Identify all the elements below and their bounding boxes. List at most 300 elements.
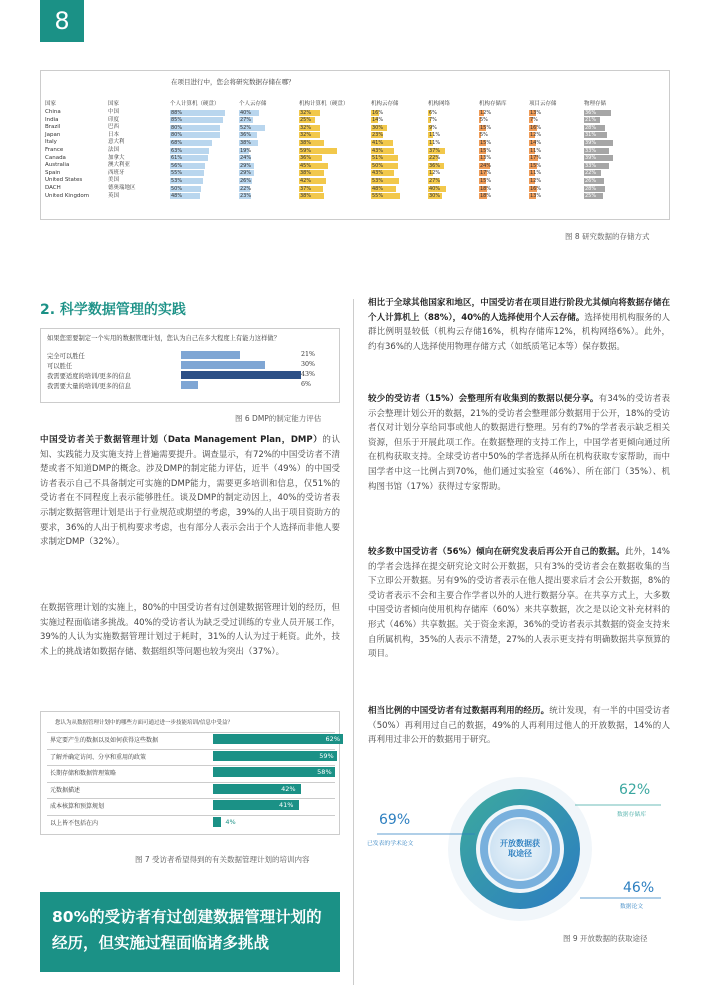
figure-8-cell — [479, 170, 524, 176]
figure-8-value: 5% — [480, 132, 488, 139]
figure-8-value: 32% — [300, 109, 312, 116]
figure-6-bar — [181, 361, 265, 369]
figure-8-header: 个人计算机（硬盘） — [170, 101, 220, 107]
figure-7-value: 59% — [319, 751, 334, 760]
figure-9-value-repository: 62% — [619, 782, 651, 798]
figure-8-header: 个人云存储 — [239, 101, 267, 107]
figure-8-value: 53% — [171, 177, 183, 184]
figure-8-cell — [584, 163, 659, 169]
figure-9-value-datapaper: 46% — [623, 880, 655, 896]
figure-8-cell — [239, 125, 289, 131]
figure-8-cell — [529, 170, 579, 176]
figure-6-label: 完全可以胜任 — [47, 353, 85, 360]
figure-8-value: 51% — [372, 155, 384, 162]
figure-8-cell — [428, 186, 473, 192]
figure-8-value: 38% — [300, 170, 312, 177]
figure-8-cell — [529, 140, 579, 146]
figure-8-value: 11% — [429, 132, 441, 139]
figure-6-value: 30% — [301, 361, 315, 368]
figure-8-cell — [371, 178, 424, 184]
figure-8-cell — [371, 110, 424, 116]
figure-8-value: 55% — [171, 170, 183, 177]
figure-8-value: 48% — [171, 193, 183, 200]
figure-8-cell — [170, 155, 232, 161]
figure-8-value: 25% — [300, 117, 312, 124]
figure-6-row — [47, 371, 337, 379]
figure-6-caption: 图 6 DMP的制定能力评估 — [235, 414, 322, 423]
figure-8-value: 23% — [240, 193, 252, 200]
figure-8-value: 7% — [429, 117, 437, 124]
country-zh: 法国 — [108, 147, 120, 153]
figure-8-header: 物理存储 — [584, 101, 607, 107]
figure-8-row — [41, 117, 671, 124]
figure-8-cell — [170, 125, 232, 131]
figure-8-value: 31% — [585, 132, 597, 139]
paragraph-reuse-lead: 相当比例的中国受访者有过数据再利用的经历。 — [368, 706, 550, 716]
figure-6-label: 可以胜任 — [47, 363, 73, 370]
figure-8-cell — [428, 163, 473, 169]
figure-8-cell — [299, 170, 364, 176]
paragraph-reuse — [368, 704, 670, 748]
figure-8-value: 40% — [429, 185, 441, 192]
figure-8-cell — [584, 193, 659, 199]
figure-8-header: 机构存储库 — [479, 101, 507, 107]
country-en: Australia — [45, 162, 70, 169]
figure-8-cell — [428, 132, 473, 138]
figure-8-cell — [371, 140, 424, 146]
country-en: Spain — [45, 169, 61, 176]
figure-8-value: 68% — [171, 139, 183, 146]
figure-7-row — [47, 749, 335, 761]
figure-8-cell — [428, 193, 473, 199]
figure-8-value: 29% — [240, 162, 252, 169]
figure-8-caption: 图 8 研究数据的存储方式 — [565, 232, 650, 241]
figure-8-value: 39% — [585, 155, 597, 162]
figure-8-cell — [299, 178, 364, 184]
country-zh: 印度 — [108, 116, 120, 123]
figure-8-value: 24% — [240, 155, 252, 162]
figure-8-cell — [584, 148, 659, 154]
figure-8-cell — [584, 170, 659, 176]
figure-8-value: 11% — [429, 139, 441, 146]
figure-8-row — [41, 109, 671, 116]
figure-8-value: 55% — [372, 193, 384, 200]
figure-8-header: 机构云存储 — [371, 101, 399, 107]
figure-8-cell — [239, 117, 289, 123]
column-divider — [353, 299, 354, 985]
figure-8-cell — [529, 186, 579, 192]
figure-8-value: 15% — [480, 147, 492, 154]
figure-8-value: 80% — [171, 124, 183, 131]
figure-8-cell — [170, 178, 232, 184]
figure-8-cell — [479, 140, 524, 146]
figure-8-value: 13% — [480, 155, 492, 162]
figure-6-value: 6% — [301, 381, 311, 388]
figure-8-value: 30% — [429, 193, 441, 200]
figure-8-row — [41, 139, 671, 146]
figure-8-cell — [428, 140, 473, 146]
figure-8-value: 45% — [300, 162, 312, 169]
figure-8-value: 18% — [480, 185, 492, 192]
figure-8-value: 12% — [429, 170, 441, 177]
figure-8-cell — [170, 110, 232, 116]
figure-8-cell — [584, 110, 659, 116]
figure-8-cell — [239, 186, 289, 192]
figure-8-value: 27% — [240, 117, 252, 124]
figure-8-cell — [239, 193, 289, 199]
country-en: Canada — [45, 154, 66, 161]
paragraph-dmp — [40, 433, 340, 550]
figure-8-value: 48% — [372, 185, 384, 192]
figure-8-row — [41, 147, 671, 154]
figure-8-table — [40, 70, 670, 220]
figure-8-cell — [170, 117, 232, 123]
figure-8-value: 28% — [585, 124, 597, 131]
figure-7-label: 以上皆不包括在内 — [50, 819, 99, 827]
figure-8-cell — [371, 193, 424, 199]
figure-8-value: 50% — [171, 185, 183, 192]
figure-7-row — [47, 782, 335, 794]
figure-7-row — [47, 732, 340, 744]
country-zh: 德奥瑞地区 — [108, 185, 136, 191]
figure-8-value: 33% — [585, 147, 597, 154]
figure-8-cell — [428, 155, 473, 161]
figure-8-header: 国家 — [45, 101, 57, 107]
paragraph-publication-body: 此外，14%的学者会选择在提交研究论文时公开数据，只有3%的受访者会在数据收集的当下立即公开数据。另有9%的受访者表示在他人提出要求后才会公开数据，8%的受访者表示不会和主要合作学者以外的人进行数据分享。在共享方式上，大多数中国受访者倾向使用机构存储库（60%）来共享数据，次之是以论文补充材料的形式（46%）共享数据。关于资金来源，36%的受访者表示其数据的资金支持来自所属机构，35%的人表示不清楚，27%的人表示更支持有明确数据共享预算的项目。 — [368, 547, 670, 660]
figure-8-value: 15% — [530, 162, 542, 169]
country-zh: 意大利 — [108, 139, 125, 146]
figure-8-row — [41, 170, 671, 177]
figure-7-label: 了解并确定访问、分享和重用的政策 — [50, 753, 147, 761]
figure-8-cell — [428, 125, 473, 131]
figure-8-cell — [299, 163, 364, 169]
figure-7-bar — [213, 734, 343, 744]
paragraph-dmp-implementation: 在数据管理计划的实施上，80%的中国受访者有过创建数据管理计划的经历，但实施过程面临诸多挑战。40%的受访者认为缺乏受过训练的专业人员开展工作，39%的人认为实施数据管理计划过于耗时，31%的人认为过于耗资。此外，技术上的挑战诸如数据存储、数据组织等问题也较为突出（37%）。 — [40, 603, 340, 657]
country-en: DACH — [45, 185, 61, 191]
country-en: Brazil — [45, 124, 61, 131]
figure-8-value: 22% — [240, 185, 252, 192]
figure-8-value: 26% — [240, 177, 252, 184]
figure-8-value: 12% — [530, 132, 542, 139]
figure-8-cell — [371, 148, 424, 154]
figure-8-cell — [239, 163, 289, 169]
figure-8-value: 29% — [240, 170, 252, 177]
figure-8-value: 21% — [585, 117, 597, 124]
paragraph-dmp-lead: 中国受访者关于数据管理计划（Data Management Plan，DMP） — [40, 435, 323, 445]
figure-8-cell — [299, 110, 364, 116]
figure-8-value: 42% — [300, 177, 312, 184]
figure-8-header: 机构计算机（硬盘） — [299, 101, 349, 107]
figure-8-value: 17% — [480, 170, 492, 177]
figure-8-cell — [170, 163, 232, 169]
figure-6-bar — [181, 371, 301, 379]
figure-7-value: 41% — [278, 801, 294, 809]
figure-8-value: 38% — [300, 193, 312, 200]
figure-8-value: 11% — [530, 170, 542, 177]
figure-6-row — [47, 351, 337, 359]
figure-8-value: 17% — [530, 155, 542, 162]
figure-8-value: 43% — [372, 147, 384, 154]
figure-7-value: 4% — [225, 817, 236, 826]
country-en: India — [45, 116, 59, 123]
figure-8-value: 24% — [480, 162, 492, 169]
paragraph-dmp-body: 的认知、实践能力及实施支持上普遍需要提升。调查显示，有72%的中国受访者不清楚或者不知道DMP的概念。涉及DMP的制定能力评估，近半（49%）的中国受访者表示自己不具备制定可实施的DMP能力，需要更多培训和信息，仅51%的受访者在不同程度上表示能够胜任。谈及DMP的制定动因上，40%的受访者表示制定数据管理计划是出于行业规范或期望的考虑，39%的人出于项目资助方的要求，36%的人出于机构要求考虑，也有部分人表示会出于个人选择而非他人要求制定DMP（32%）。 — [40, 435, 340, 548]
figure-8-cell — [371, 186, 424, 192]
paragraph-storage — [368, 296, 670, 354]
country-zh: 西班牙 — [108, 169, 125, 176]
figure-8-cell — [479, 155, 524, 161]
figure-9-diagram — [365, 772, 675, 922]
country-zh: 中国 — [108, 109, 120, 115]
figure-8-value: 14% — [372, 117, 384, 124]
figure-8-cell — [299, 148, 364, 154]
paragraph-publication — [368, 545, 670, 662]
country-en: China — [45, 109, 61, 115]
figure-8-cell — [479, 125, 524, 131]
figure-8-row — [41, 185, 671, 192]
figure-8-value: 37% — [300, 185, 312, 192]
figure-8-value: 15% — [480, 124, 492, 131]
figure-8-value: 36% — [585, 109, 597, 116]
figure-8-cell — [170, 193, 232, 199]
figure-9-value-papers: 69% — [379, 812, 411, 828]
figure-8-cell — [299, 132, 364, 138]
figure-7-row — [47, 815, 335, 827]
country-en: Italy — [45, 139, 57, 146]
figure-8-cell — [239, 140, 289, 146]
figure-8-value: 7% — [530, 117, 538, 124]
figure-9-caption: 图 9 开放数据的获取途径 — [563, 934, 648, 943]
figure-8-cell — [299, 186, 364, 192]
figure-8-value: 13% — [530, 193, 542, 200]
figure-9-label-papers: 已发表的学术论文 — [367, 841, 414, 847]
figure-6-chart — [40, 328, 340, 403]
page-number: 8 — [40, 0, 84, 42]
figure-8-cell — [479, 186, 524, 192]
figure-8-cell — [584, 125, 659, 131]
country-en: France — [45, 147, 64, 153]
figure-8-value: 18% — [480, 193, 492, 200]
figure-8-value: 9% — [429, 124, 437, 131]
figure-8-cell — [170, 148, 232, 154]
figure-7-label: 长期存储和数据管理策略 — [50, 770, 117, 777]
figure-7-row — [47, 765, 335, 777]
figure-8-cell — [170, 186, 232, 192]
figure-8-cell — [479, 178, 524, 184]
figure-8-cell — [170, 132, 232, 138]
figure-8-header: 项目云存储 — [529, 101, 557, 107]
figure-8-cell — [479, 163, 524, 169]
figure-6-bar — [181, 351, 240, 359]
figure-8-value: 22% — [585, 170, 597, 177]
figure-8-value: 19% — [240, 147, 252, 154]
figure-8-cell — [428, 148, 473, 154]
figure-8-value: 15% — [480, 139, 492, 146]
figure-8-cell — [584, 132, 659, 138]
figure-7-value: 62% — [325, 735, 340, 743]
country-zh: 美国 — [108, 177, 120, 184]
figure-6-bar — [181, 381, 198, 389]
figure-7-title: 您认为从数据管理计划中的哪些方面可通过进一步技能培训/信息中受益？ — [55, 720, 233, 726]
figure-8-cell — [529, 148, 579, 154]
figure-8-value: 38% — [300, 139, 312, 146]
figure-6-label: 我需要大量的培训/更多的信息 — [47, 383, 131, 390]
paragraph-organization — [368, 392, 670, 494]
figure-7-caption: 图 7 受访者希望得到的有关数据管理计划的培训内容 — [135, 855, 310, 864]
figure-8-cell — [170, 170, 232, 176]
figure-8-value: 16% — [530, 185, 542, 192]
figure-8-value: 16% — [372, 109, 384, 116]
figure-8-value: 43% — [372, 170, 384, 177]
figure-8-cell — [529, 163, 579, 169]
figure-8-value: 59% — [300, 147, 312, 154]
figure-8-value: 12% — [530, 177, 542, 184]
figure-8-value: 13% — [530, 109, 542, 116]
figure-8-value: 36% — [300, 155, 312, 162]
figure-8-value: 80% — [171, 132, 183, 139]
figure-8-cell — [584, 117, 659, 123]
figure-8-cell — [239, 155, 289, 161]
figure-8-value: 39% — [585, 139, 597, 146]
figure-8-cell — [371, 170, 424, 176]
figure-8-value: 63% — [171, 147, 183, 154]
figure-8-value: 12% — [480, 109, 492, 116]
figure-8-row — [41, 124, 671, 131]
figure-8-value: 16% — [530, 124, 542, 131]
figure-8-cell — [584, 140, 659, 146]
figure-8-cell — [428, 170, 473, 176]
figure-8-value: 36% — [429, 162, 441, 169]
figure-8-value: 33% — [585, 162, 597, 169]
figure-8-value: 14% — [530, 139, 542, 146]
figure-8-cell — [479, 110, 524, 116]
figure-8-value: 30% — [372, 124, 384, 131]
figure-8-cell — [479, 117, 524, 123]
figure-6-row — [47, 381, 337, 389]
section-title: 2. 科学数据管理的实践 — [40, 302, 186, 318]
figure-9-label-repository: 数据存储库 — [617, 812, 646, 818]
figure-8-cell — [170, 140, 232, 146]
paragraph-storage-body: 选择使用机构服务的人群比例明显较低（机构云存储16%，机构存储库12%，机构网络6%）。此外，约有36%的人选择使用物理存储方式（如纸质笔记本等）保存数据。 — [368, 312, 670, 352]
figure-6-row — [47, 361, 337, 369]
callout-box: 80%的受访者有过创建数据管理计划的经历，但实施过程面临诸多挑战 — [40, 892, 340, 972]
figure-7-row — [47, 798, 335, 810]
figure-8-cell — [584, 178, 659, 184]
figure-7-label: 元数据描述 — [50, 786, 81, 794]
figure-7-value: 42% — [281, 784, 296, 793]
figure-8-value: 36% — [240, 132, 252, 139]
figure-8-value: 23% — [372, 132, 384, 139]
figure-8-value: 50% — [372, 162, 384, 169]
figure-8-cell — [299, 193, 364, 199]
figure-8-value: 88% — [171, 109, 183, 116]
figure-8-row — [41, 177, 671, 184]
figure-7-label: 界定要产生的数据以及如何获得这些数据 — [50, 737, 159, 744]
figure-8-value: 28% — [585, 185, 597, 192]
country-en: United Kingdom — [45, 192, 90, 199]
country-en: United States — [45, 177, 83, 184]
country-en: Japan — [45, 131, 61, 138]
figure-8-value: 56% — [171, 162, 183, 169]
figure-8-row — [41, 132, 671, 139]
figure-9-label-datapaper: 数据论文 — [620, 904, 644, 910]
figure-8-cell — [529, 125, 579, 131]
figure-8-value: 85% — [171, 117, 183, 124]
figure-8-cell — [239, 110, 289, 116]
figure-8-cell — [529, 193, 579, 199]
figure-8-value: 32% — [300, 132, 312, 139]
figure-8-cell — [428, 117, 473, 123]
paragraph-storage-lead: 相比于全球其他国家和地区，中国受访者在项目进行阶段尤其倾向将数据存储在个人计算机上（88%），40%的人选择使用个人云存储。 — [368, 298, 670, 323]
figure-8-cell — [371, 117, 424, 123]
figure-7-label: 成本核算和预算规划 — [50, 803, 105, 810]
figure-8-value: 15% — [480, 177, 492, 184]
figure-8-value: 5% — [480, 117, 488, 124]
paragraph-reuse-body: 统计发现，有一半的中国受访者（50%）再利用过自己的数据，49%的人再利用过他人的开放数据，14%的人再利用过非公开的数据用于研究。 — [368, 706, 670, 746]
figure-7-chart — [40, 711, 340, 835]
figure-8-cell — [529, 117, 579, 123]
paragraph-publication-lead: 较多数中国受访者（56%）倾向在研究发表后再公开自己的数据。 — [368, 547, 625, 557]
figure-8-cell — [299, 155, 364, 161]
figure-8-cell — [529, 132, 579, 138]
country-zh: 加拿大 — [108, 154, 125, 161]
figure-8-header: 国家 — [108, 101, 120, 107]
figure-8-cell — [371, 125, 424, 131]
figure-8-cell — [529, 178, 579, 184]
paragraph-organization-body: 有34%的受访者表示会整理计划公开的数据，21%的受访者会整理部分数据用于公开，18%的受访者仅对计划分享给同事或他人的数据进行整理。另有约7%的学者表示缺乏相关资源，但乐于开展此项工作。在数据整理的支持工作上，中国学者更倾向通过所在机构获取支持。全球受访者中50%的学者选择从所在机构获取专家帮助，而中国学者中这一比例占到70%，他们通过实验室（46%）、所在部门（35%）、机构图书馆（17%）获得过专家帮助。 — [368, 394, 670, 492]
figure-8-cell — [479, 148, 524, 154]
figure-8-cell — [299, 117, 364, 123]
figure-8-value: 26% — [585, 177, 597, 184]
figure-8-value: 27% — [429, 177, 441, 184]
figure-8-cell — [428, 178, 473, 184]
figure-8-cell — [239, 170, 289, 176]
figure-8-cell — [529, 110, 579, 116]
figure-7-value: 58% — [317, 768, 332, 776]
figure-8-cell — [371, 163, 424, 169]
figure-8-value: 32% — [300, 124, 312, 131]
figure-8-cell — [371, 155, 424, 161]
figure-8-cell — [371, 132, 424, 138]
country-zh: 英国 — [108, 192, 120, 199]
figure-8-value: 61% — [171, 155, 183, 162]
figure-8-cell — [239, 132, 289, 138]
country-zh: 巴西 — [108, 124, 120, 131]
figure-8-cell — [299, 125, 364, 131]
figure-8-value: 41% — [372, 139, 384, 146]
figure-8-value: 40% — [240, 109, 252, 116]
figure-8-row — [41, 193, 671, 200]
paragraph-organization-lead: 较少的受访者（15%）会整理所有收集到的数据以便分享。 — [368, 394, 599, 404]
figure-7-bar — [213, 751, 337, 761]
figure-9-center-label: 开放数据获取途径 — [500, 839, 540, 858]
figure-6-title: 如果您需要制定一个实用的数据管理计划，您认为自己在多大程度上有能力这样做？ — [47, 335, 280, 342]
figure-8-row — [41, 162, 671, 169]
figure-8-cell — [428, 110, 473, 116]
figure-8-value: 11% — [530, 147, 542, 154]
figure-8-value: 22% — [429, 155, 441, 162]
figure-8-value: 6% — [429, 109, 437, 116]
country-zh: 日本 — [108, 131, 120, 138]
figure-8-value: 53% — [372, 177, 384, 184]
figure-8-row — [41, 155, 671, 162]
figure-8-cell — [239, 148, 289, 154]
figure-8-value: 25% — [585, 193, 597, 200]
figure-8-cell — [299, 140, 364, 146]
country-zh: 澳大利亚 — [108, 162, 131, 169]
figure-8-cell — [529, 155, 579, 161]
figure-8-value: 52% — [240, 124, 252, 131]
